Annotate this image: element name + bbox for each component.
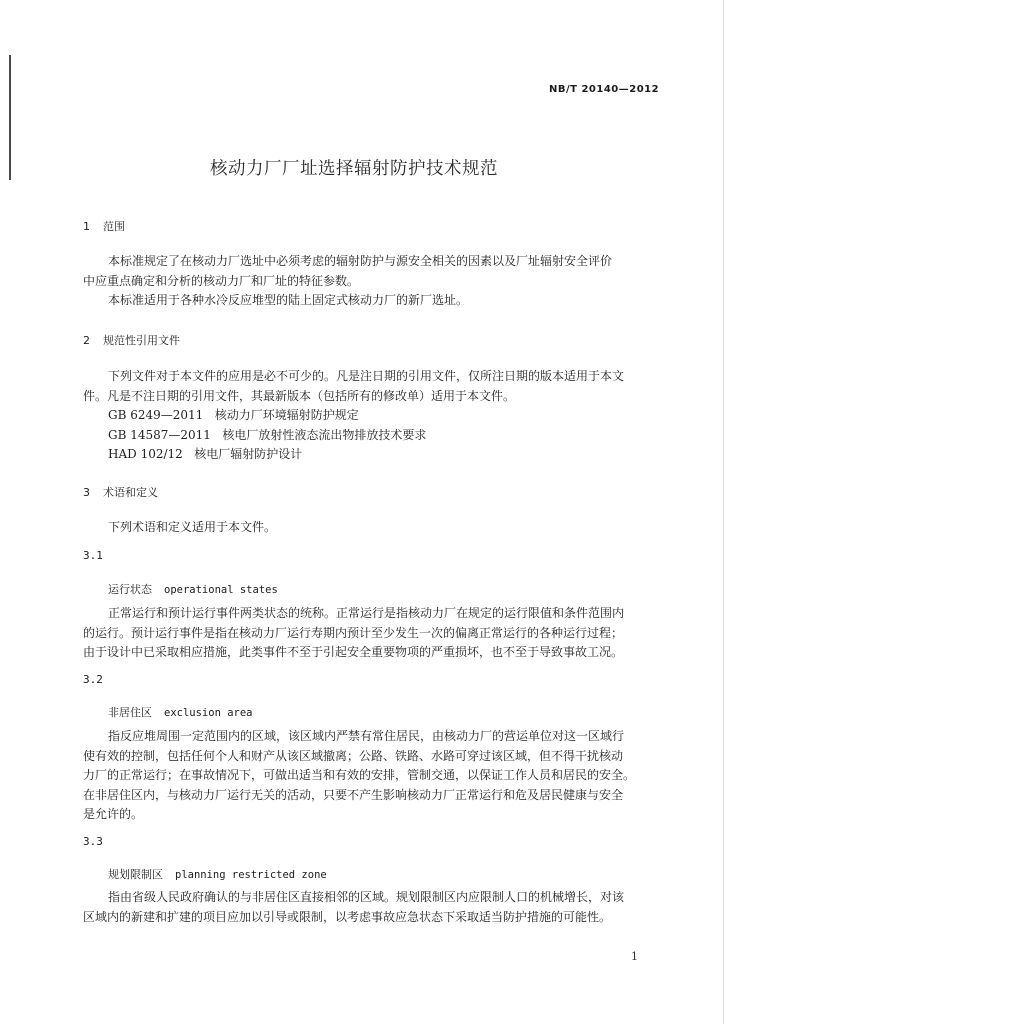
section-2-body <box>83 367 655 465</box>
term-3-2-en: exclusion area <box>164 707 253 719</box>
reference-code: GB 6249—2011 <box>108 408 204 423</box>
reference-title: 核电厂辐射防护设计 <box>194 447 303 462</box>
section-3-intro <box>83 518 655 538</box>
section-3-title: 术语和定义 <box>103 486 158 499</box>
term-3-1-zh: 运行状态 <box>108 583 152 596</box>
term-3-2-number: 3.2 <box>83 673 103 686</box>
term-3-1-number: 3.1 <box>83 549 103 562</box>
term-3-2-line-4: 在非居住区内，与核动力厂运行无关的活动，只要不产生影响核动力厂正常运行和危及居民健康与安全 <box>83 787 624 802</box>
section-1-body <box>83 252 655 311</box>
term-3-1-line-1: 正常运行和预计运行事件两类状态的统称。正常运行是指核动力厂在规定的运行限值和条件范围内 <box>108 606 625 620</box>
reference-code: HAD 102/12 <box>108 447 183 462</box>
term-3-1-heading <box>108 578 278 597</box>
document-title: 核动力厂厂址选择辐射防护技术规范 <box>210 159 498 179</box>
section-3-intro-line: 下列术语和定义适用于本文件。 <box>108 520 277 534</box>
section-3-number: 3 <box>83 486 90 499</box>
section-1-title: 范围 <box>103 220 125 233</box>
standard-code: NB/T 20140—2012 <box>549 84 660 95</box>
term-3-2-line-5: 是允许的。 <box>83 807 144 822</box>
section-1-number: 1 <box>83 220 90 233</box>
section-3-heading <box>83 484 158 500</box>
reference-item <box>83 426 655 446</box>
page-edge-divider <box>723 0 724 1024</box>
term-3-2-line-3: 力厂的正常运行；在事故情况下，可做出适当和有效的安排，管制交通，以保证工作人员和居民的安全。 <box>83 768 636 783</box>
reference-item <box>83 445 655 465</box>
section-2-number: 2 <box>83 334 90 347</box>
term-3-2-zh: 非居住区 <box>108 706 152 719</box>
term-3-3-line-1: 指由省级人民政府确认的与非居住区直接相邻的区域。规划限制区内应限制人口的机械增长，对该 <box>108 890 625 904</box>
section-1-heading <box>83 218 125 234</box>
term-3-2-line-1: 指反应堆周围一定范围内的区域，该区域内严禁有常住居民，由核动力厂的营运单位对这一区域行 <box>108 729 625 743</box>
term-3-1-line-2: 的运行。预计运行事件是指在核动力厂运行寿期内预计至少发生一次的偏离正常运行的各种运行过程； <box>83 625 624 640</box>
section-1-line-3: 本标准适用于各种水冷反应堆型的陆上固定式核动力厂的新厂选址。 <box>108 293 469 308</box>
term-3-1-line-3: 由于设计中已采取相应措施，此类事件不至于引起安全重要物项的严重损坏，也不至于导致事故工况。 <box>83 645 624 660</box>
section-2-title: 规范性引用文件 <box>103 334 180 347</box>
term-3-3-zh: 规划限制区 <box>108 868 163 881</box>
section-2-heading <box>83 332 180 348</box>
term-3-3-definition <box>83 888 655 927</box>
term-3-1-en: operational states <box>164 584 278 596</box>
term-3-3-en: planning restricted zone <box>175 869 327 881</box>
reference-title: 核动力厂环境辐射防护规定 <box>214 408 359 423</box>
term-3-3-line-2: 区域内的新建和扩建的项目应加以引导或限制，以考虑事故应急状态下采取适当防护措施的可能性。 <box>83 909 612 924</box>
term-3-2-line-2: 使有效的控制，包括任何个人和财产从该区域撤离；公路、铁路、水路可穿过该区域，但不得干扰核动 <box>83 748 624 763</box>
term-3-3-number: 3.3 <box>83 835 103 848</box>
reference-title: 核电厂放射性液态流出物排放技术要求 <box>222 427 427 442</box>
reference-code: GB 14587—2011 <box>108 427 211 442</box>
section-2-line-2: 件。凡是不注日期的引用文件，其最新版本（包括所有的修改单）适用于本文件。 <box>83 388 516 403</box>
page-number: 1 <box>631 950 638 963</box>
term-3-1-definition <box>83 604 655 663</box>
reference-item <box>83 406 655 426</box>
term-3-2-heading <box>108 701 253 720</box>
section-1-line-2: 中应重点确定和分析的核动力厂和厂址的特征参数。 <box>83 273 360 288</box>
term-3-2-definition <box>83 727 655 825</box>
section-1-line-1: 本标准规定了在核动力厂选址中必须考虑的辐射防护与源安全相关的因素以及厂址辐射安全评价 <box>108 254 613 268</box>
term-3-3-heading <box>108 863 327 882</box>
binding-margin-mark <box>9 55 11 180</box>
section-2-line-1: 下列文件对于本文件的应用是必不可少的。凡是注日期的引用文件，仅所注日期的版本适用于本文 <box>108 369 625 383</box>
